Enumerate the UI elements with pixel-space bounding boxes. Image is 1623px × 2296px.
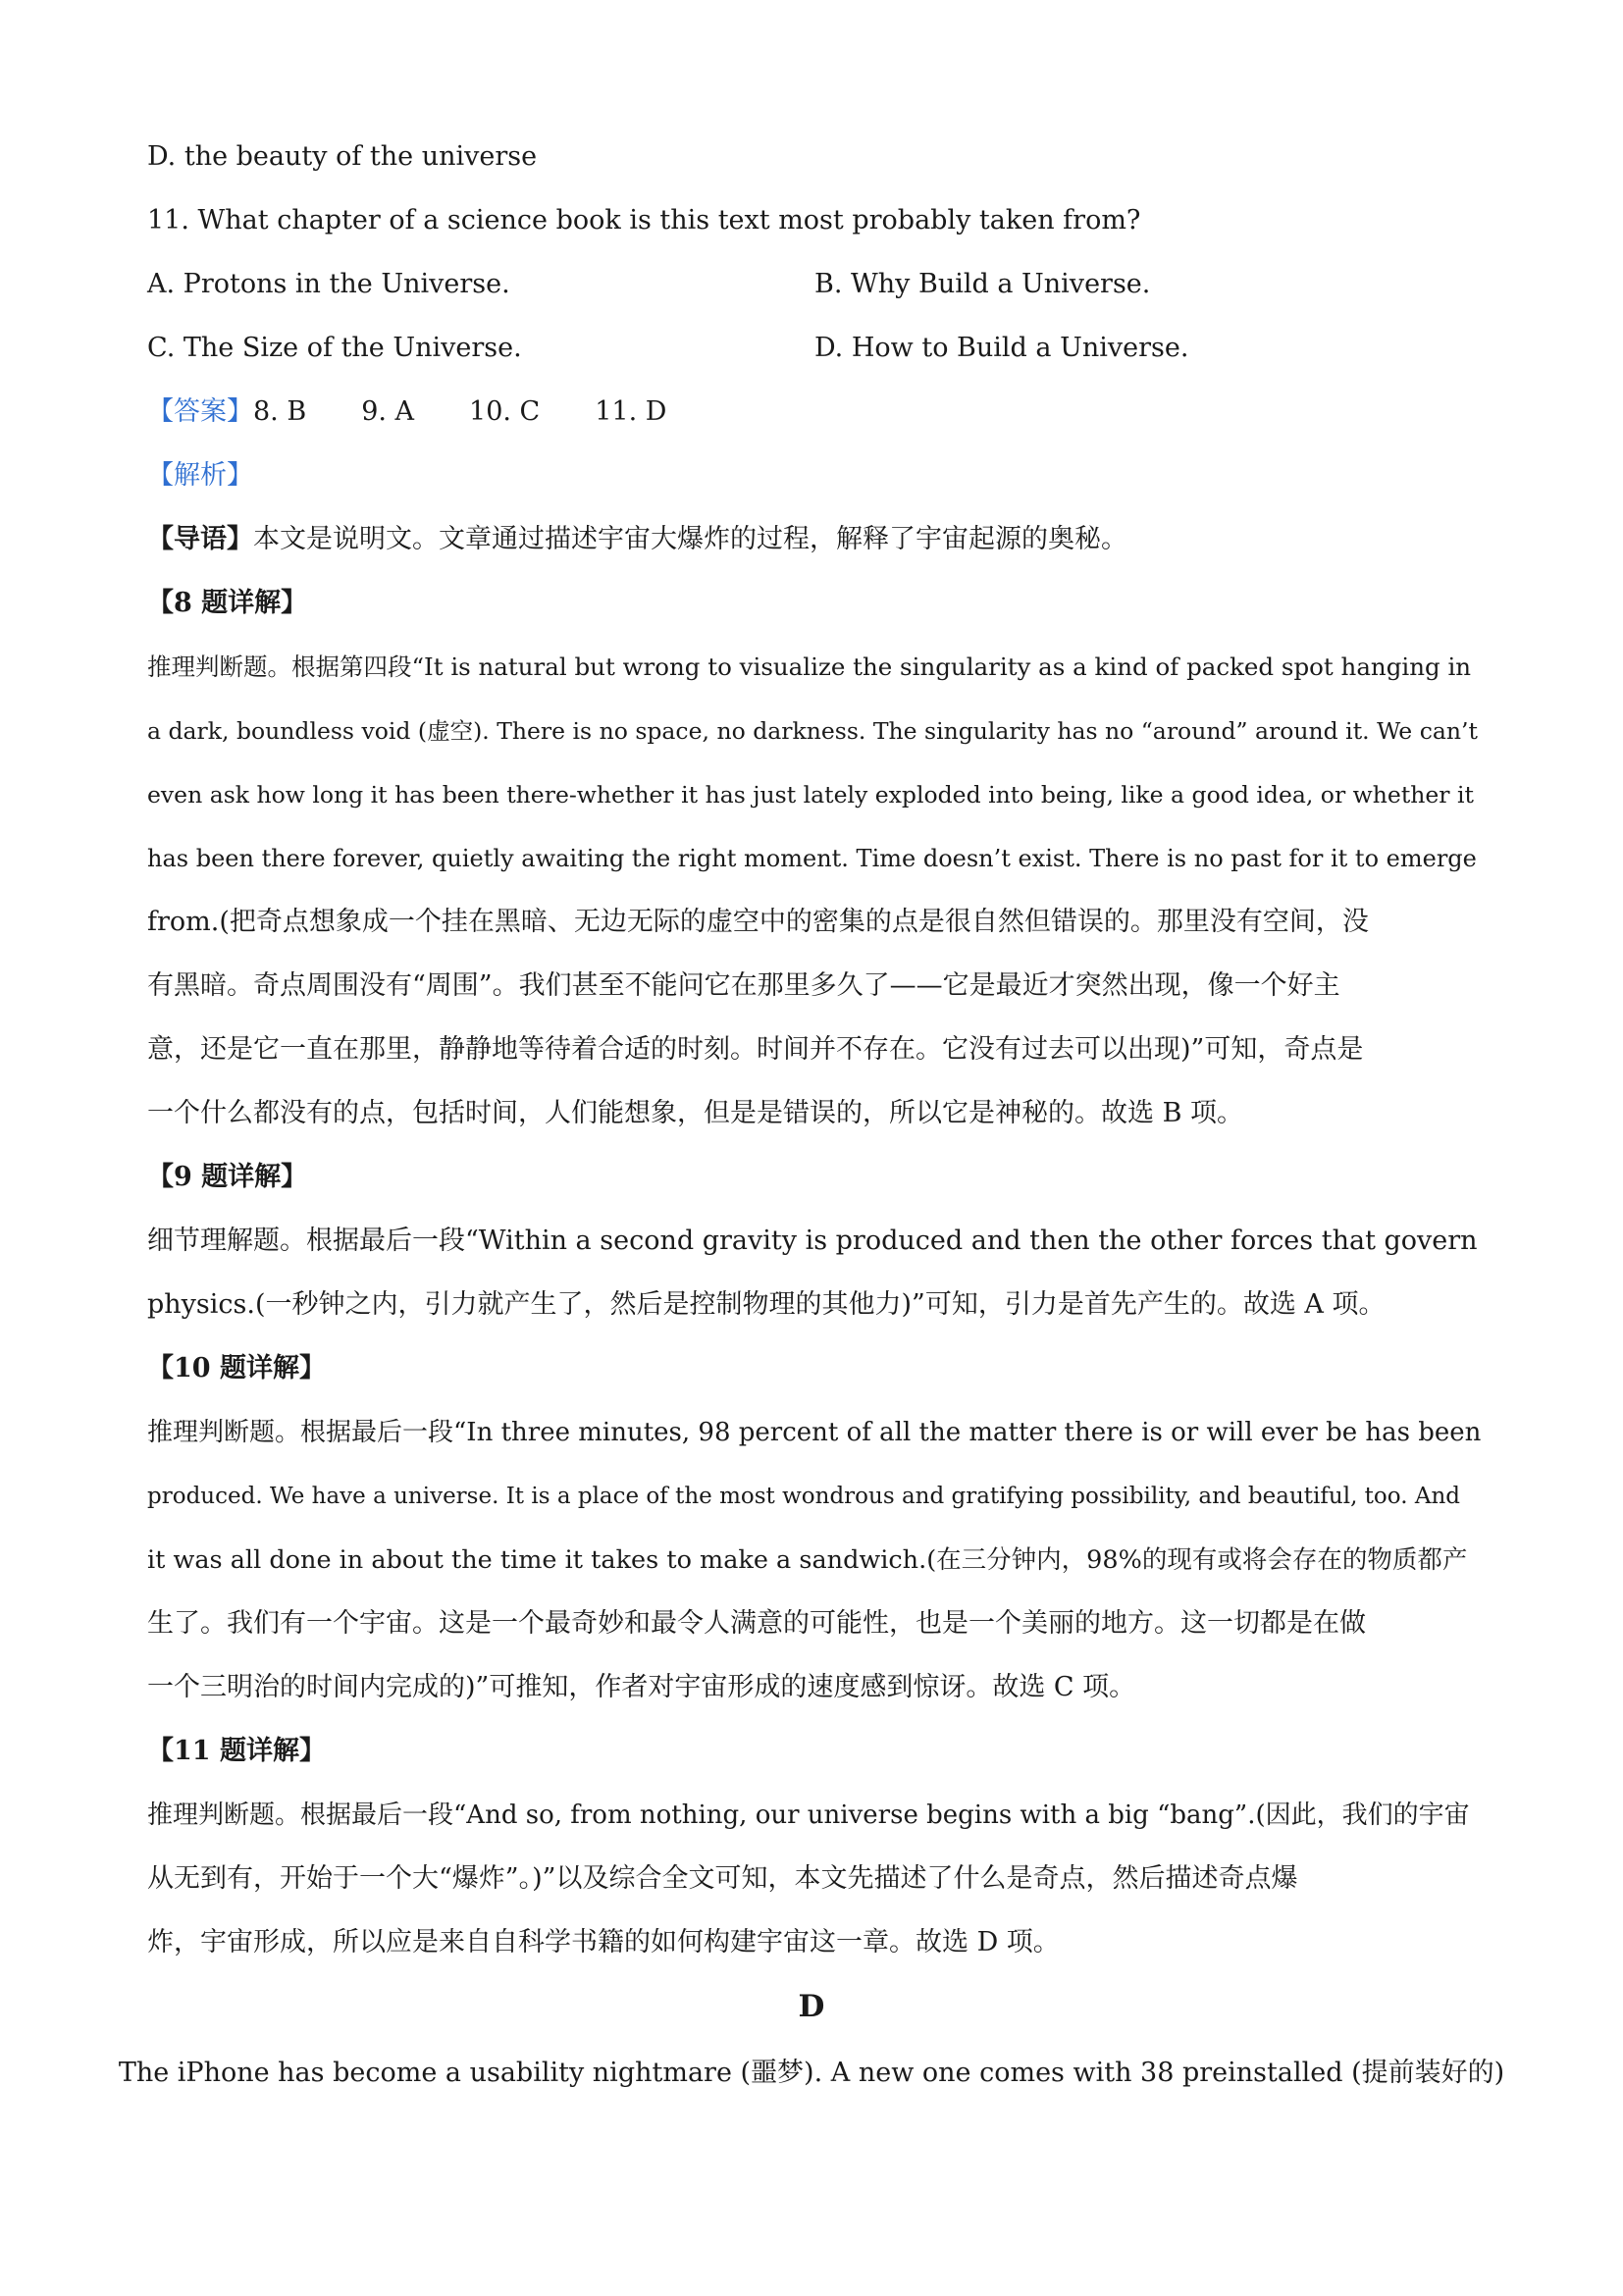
q8-line: from.(把奇点想象成一个挂在黑暗、无边无际的虚空中的密集的点是很自然但错误的。那里没有空间，没 [147, 907, 1369, 937]
q11-line: 炸，宇宙形成，所以应是来自自科学书籍的如何构建宇宙这一章。故选 D 项。 [147, 1927, 1060, 1957]
q10-line: 生了。我们有一个宇宙。这是一个最奇妙和最令人满意的可能性，也是一个美丽的地方。这一切都是在做 [147, 1608, 1366, 1639]
q8-line: 推理判断题。根据第四段“It is natural but wrong to visualize the singularity as a kind of packed spot hanging in [147, 652, 1472, 681]
intro-label: 【导语】 [147, 524, 253, 554]
answer-item: 9. A [361, 396, 415, 427]
q11-line: 从无到有，开始于一个大“爆炸”。)”以及综合全文可知，本文先描述了什么是奇点，然后描述奇点爆 [147, 1863, 1298, 1894]
answer-row [147, 392, 1482, 432]
q9-line: physics.(一秒钟之内，引力就产生了，然后是控制物理的其他力)”可知，引力是首先产生的。故选 A 项。 [147, 1289, 1386, 1320]
section-d-first-line: The iPhone has become a usability nightmare (噩梦). A new one comes with 38 preinstalled (提前装好的) [118, 2058, 1505, 2088]
answer-item: 8. B [253, 396, 307, 427]
analysis-label: 【解析】 [147, 460, 253, 491]
q9-line: 细节理解题。根据最后一段“Within a second gravity is produced and then the other forces that govern [147, 1226, 1478, 1256]
intro-paragraph [147, 520, 1482, 559]
answer-item: 10. C [469, 396, 541, 427]
q8-line: 意，还是它一直在那里，静静地等待着合适的时刻。时间并不存在。它没有过去可以出现)”可知，奇点是 [147, 1034, 1364, 1065]
q10-heading: 【10 题详解】 [147, 1353, 326, 1383]
q11-line: 推理判断题。根据最后一段“And so, from nothing, our universe begins with a big “bang”.(因此，我们的宇宙 [147, 1800, 1470, 1830]
q10-option-d: D. the beauty of the universe [147, 141, 538, 172]
q9-heading: 【9 题详解】 [147, 1162, 308, 1192]
q11-option-b: B. Why Build a Universe. [814, 269, 1151, 299]
section-d-title: D [798, 1989, 825, 2024]
q11-option-d: D. How to Build a Universe. [814, 333, 1189, 363]
answer-label: 【答案】 [147, 396, 253, 427]
q10-line: 推理判断题。根据最后一段“In three minutes, 98 percent of all the matter there is or will ever be has been [147, 1418, 1482, 1447]
q11-question: 11. What chapter of a science book is this text most probably taken from? [147, 205, 1141, 235]
answer-item: 11. D [595, 396, 667, 427]
q11-heading: 【11 题详解】 [147, 1736, 326, 1766]
intro-text: 本文是说明文。文章通过描述宇宙大爆炸的过程，解释了宇宙起源的奥秘。 [253, 524, 1127, 554]
q11-option-a: A. Protons in the Universe. [147, 269, 510, 299]
q11-option-c: C. The Size of the Universe. [147, 333, 522, 363]
q8-line: has been there forever, quietly awaiting the right moment. Time doesn’t exist. There is no past for it to emerge [147, 845, 1477, 872]
q10-line: it was all done in about the time it takes to make a sandwich.(在三分钟内，98%的现有或将会存在的物质都产 [147, 1545, 1468, 1575]
q10-line: 一个三明治的时间内完成的)”可推知，作者对宇宙形成的速度感到惊讶。故选 C 项。 [147, 1672, 1136, 1702]
q8-heading: 【8 题详解】 [147, 588, 308, 618]
q10-line: produced. We have a universe. It is a place of the most wondrous and gratifying possibility, and beautiful, too. And [147, 1484, 1460, 1509]
q8-line: 有黑暗。奇点周围没有“周围”。我们甚至不能问它在那里多久了——它是最近才突然出现，像一个好主 [147, 970, 1340, 1001]
q8-line: even ask how long it has been there-whether it has just lately exploded into being, like a good idea, or whether it [147, 781, 1474, 809]
q8-line: a dark, boundless void (虚空). There is no space, no darkness. The singularity has no “around” around it. We can’t [147, 717, 1478, 745]
q8-line: 一个什么都没有的点，包括时间，人们能想象，但是是错误的，所以它是神秘的。故选 B 项。 [147, 1098, 1244, 1128]
